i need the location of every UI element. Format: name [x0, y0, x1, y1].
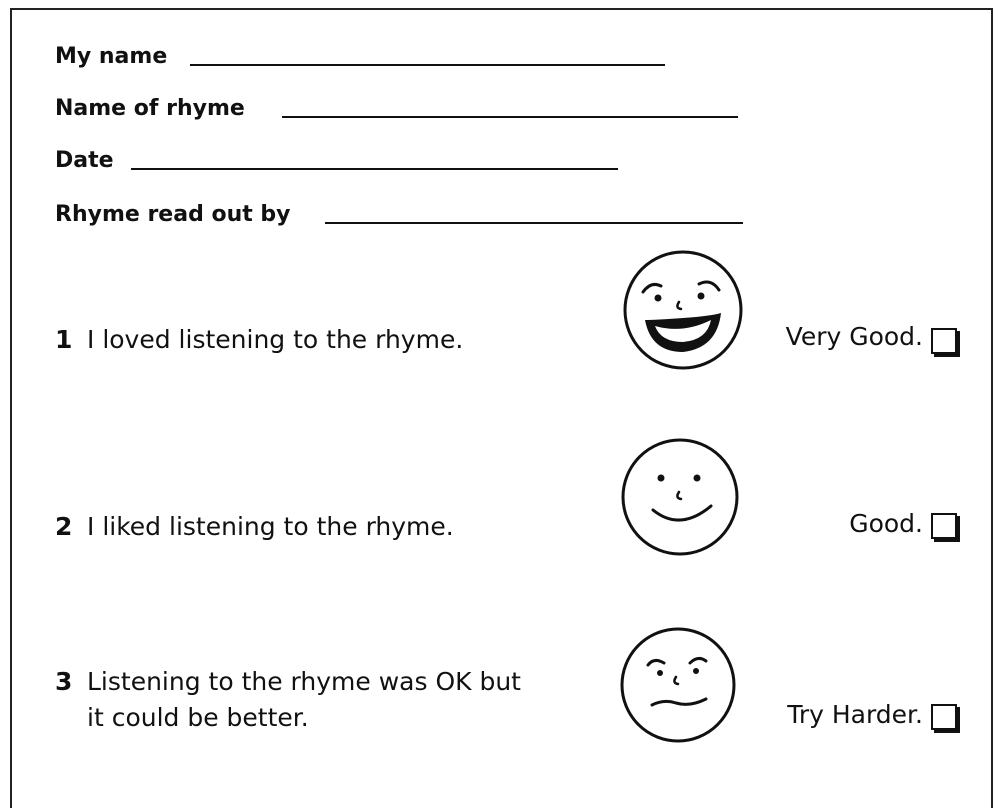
- my-name-line[interactable]: [190, 64, 665, 66]
- read-out-by-line[interactable]: [325, 222, 743, 224]
- rhyme-name-line[interactable]: [282, 116, 738, 118]
- very-good-checkbox[interactable]: [931, 328, 957, 354]
- statement-line: it could be better.: [87, 703, 309, 732]
- try-harder-checkbox[interactable]: [931, 704, 957, 730]
- statement-text: [87, 322, 463, 358]
- rating-good-label: Good.: [849, 509, 923, 538]
- smiling-face-icon: [619, 436, 741, 558]
- wavy-face-icon: [618, 625, 738, 745]
- statement-text: [87, 664, 521, 736]
- read-out-by-label: Rhyme read out by: [55, 202, 291, 227]
- statement-text: [87, 509, 454, 545]
- date-line[interactable]: [131, 168, 618, 170]
- statement-number: 1: [55, 325, 73, 354]
- rating-try-harder-label: Try Harder.: [787, 700, 923, 729]
- good-checkbox[interactable]: [931, 513, 957, 539]
- statement-number: 2: [55, 512, 73, 541]
- statement-number: 3: [55, 667, 73, 696]
- my-name-label: My name: [55, 44, 168, 69]
- statement-line: Listening to the rhyme was OK but: [87, 667, 521, 696]
- rhyme-name-label: Name of rhyme: [55, 96, 245, 121]
- date-label: Date: [55, 148, 114, 173]
- statement-line: I loved listening to the rhyme.: [87, 325, 464, 354]
- laughing-face-icon: [621, 248, 745, 372]
- rating-very-good-label: Very Good.: [785, 322, 923, 351]
- statement-line: I liked listening to the rhyme.: [87, 512, 454, 541]
